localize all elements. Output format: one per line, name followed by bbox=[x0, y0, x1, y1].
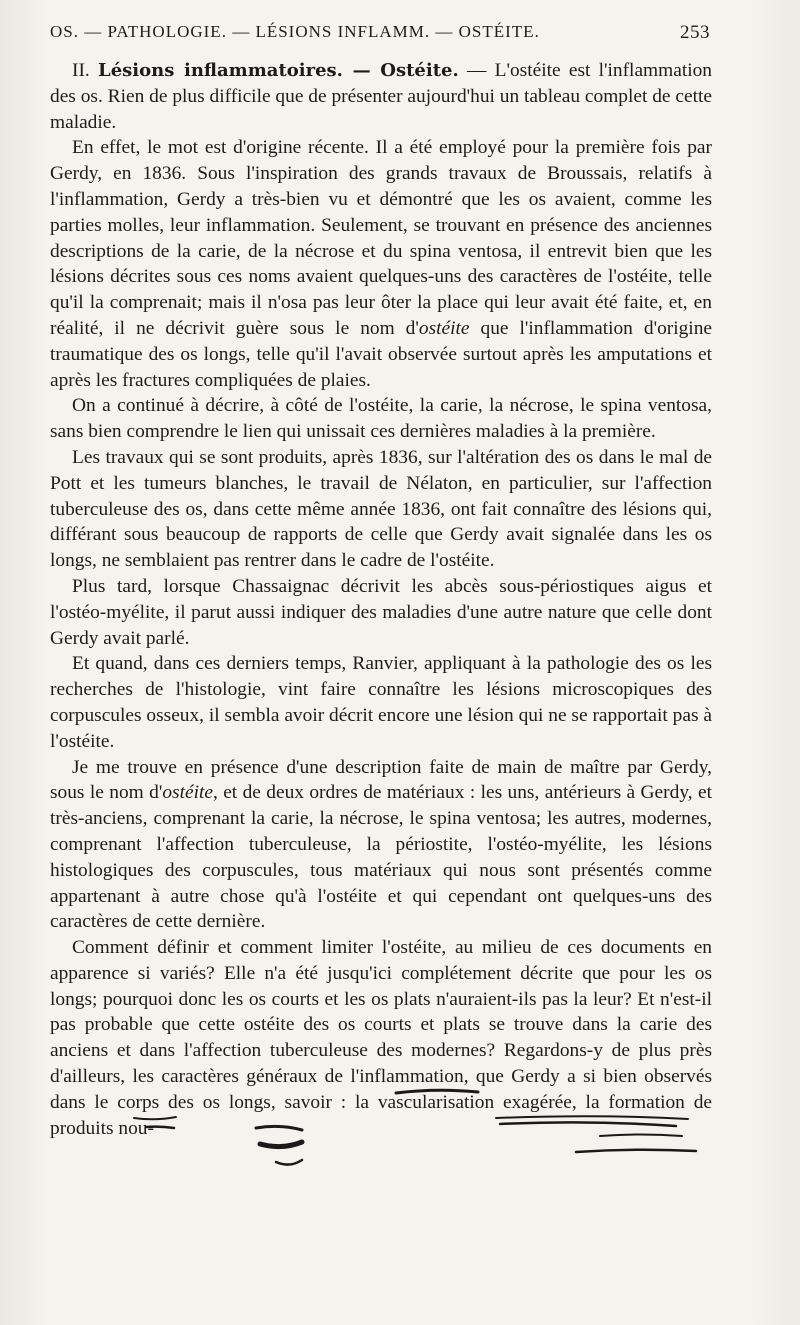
underline-caracteres-generaux bbox=[576, 1150, 696, 1152]
paragraph-7: Comment définir et comment limiter l'ostéite, au milieu de ces documents en apparence si variés? Elle n'a été jusqu'ici complétement décrite que pour les os longs; pourquoi donc les os courts et les os plats n'auraient-ils pas la leur? Et n'est-il pas probable que cette ostéite des os courts et plats se trouve dans la carie des anciens et dans l'affection tuberculeuse des modernes? Regardons-y de plus près d'ailleurs, les caractères généraux de l'inflammation, que Gerdy a si bien observés dans le corps des os longs, savoir : la vascularisation exagérée, la formation de produits nou- bbox=[50, 937, 712, 1139]
italic-term: ostéite bbox=[418, 317, 470, 339]
paragraph-5: Et quand, dans ces derniers temps, Ranvier, appliquant à la pathologie des os les recherches de l'histologie, vint faire connaître les lésions microscopiques des corpuscules osseux, il sembla avoir décrit encore une lésion qui ne se rapportait pas à l'ostéite. bbox=[50, 653, 712, 752]
underline-carie-blot bbox=[260, 1142, 302, 1147]
section-opening-paragraph bbox=[50, 58, 712, 135]
running-title: OS. — PATHOLOGIE. — LÉSIONS INFLAMM. — OSTÉITE. bbox=[50, 22, 540, 41]
paragraph-2: On a continué à décrire, à côté de l'ostéite, la carie, la nécrose, le spina ventosa, sans bien comprendre le lien qui unissait ces dernières maladies à la première. bbox=[50, 395, 712, 443]
page-number: 253 bbox=[680, 22, 710, 43]
paragraph-4: Plus tard, lorsque Chassaignac décrivit les abcès sous-périostiques aigus et l'ostéo-myélite, il parut aussi indiquer des maladies d'une autre nature que celle dont Gerdy avait parlé. bbox=[50, 575, 712, 649]
section-lead: — L'ostéite est l'inflammation des os. Rien de plus difficile que de présenter aujourd'hui un tableau complet de cette maladie. bbox=[50, 60, 712, 133]
paragraph-1: En effet, le mot est d'origine récente. Il a été employé pour la première fois par Gerdy, en 1836. Sous l'inspiration des grands travaux de Broussais, relatifs à l'inflammation, Gerdy a très-bien vu et démontré que les os avaient, comme les parties molles, leur inflammation. Seulement, se trouvant en présence des anciennes descriptions de la carie, de la nécrose et du spina ventosa, il entrevit bien que les lésions décrites sous ces noms avaient quelques-uns des caractères de l'ostéite, telle qu'il la comprenait; mais il n'osa pas leur ôter la place qui leur avait été faite, et, en réalité, il ne décrivit guère sous le nom d'ostéite que l'inflammation d'origine traumatique des os longs, telle qu'il l'avait observée surtout après les amputations et après les fractures compliquées de plaies. bbox=[50, 137, 712, 391]
italic-term: ostéite bbox=[162, 782, 213, 804]
running-head bbox=[50, 22, 710, 44]
paragraph-3: Les travaux qui se sont produits, après 1836, sur l'altération des os dans le mal de Pott et les tumeurs blanches, le travail de Nélaton, en particulier, sur l'affection tuberculeuse des os, dans cette même année 1836, ont fait connaître des lésions qui, différant sous beaucoup de rapports de celle que Gerdy avait signalée dans les os longs, ne semblaient pas rentrer dans le cadre de l'ostéite. bbox=[50, 446, 712, 572]
underline-regardons-y bbox=[276, 1160, 302, 1165]
section-heading: Lésions inflammatoires. — Ostéite. bbox=[98, 60, 459, 81]
section-label: II. bbox=[72, 60, 90, 81]
body-text bbox=[50, 58, 712, 1141]
paragraph-6: Je me trouve en présence d'une description faite de main de maître par Gerdy, sous le nom d'ostéite, et de deux ordres de matériaux : les uns, antérieurs à Gerdy, et très-anciens, comprenant la carie, la nécrose, le spina ventosa; les autres, modernes, comprenant l'affection tuberculeuse, la périostite, l'ostéo-myélite, les lésions histologiques des corpuscules, tous matériaux qui nous sont présentés comme appartenant à autre chose qu'à l'ostéite et qui cependant ont quelques-uns des caractères de cette dernière. bbox=[50, 756, 712, 933]
